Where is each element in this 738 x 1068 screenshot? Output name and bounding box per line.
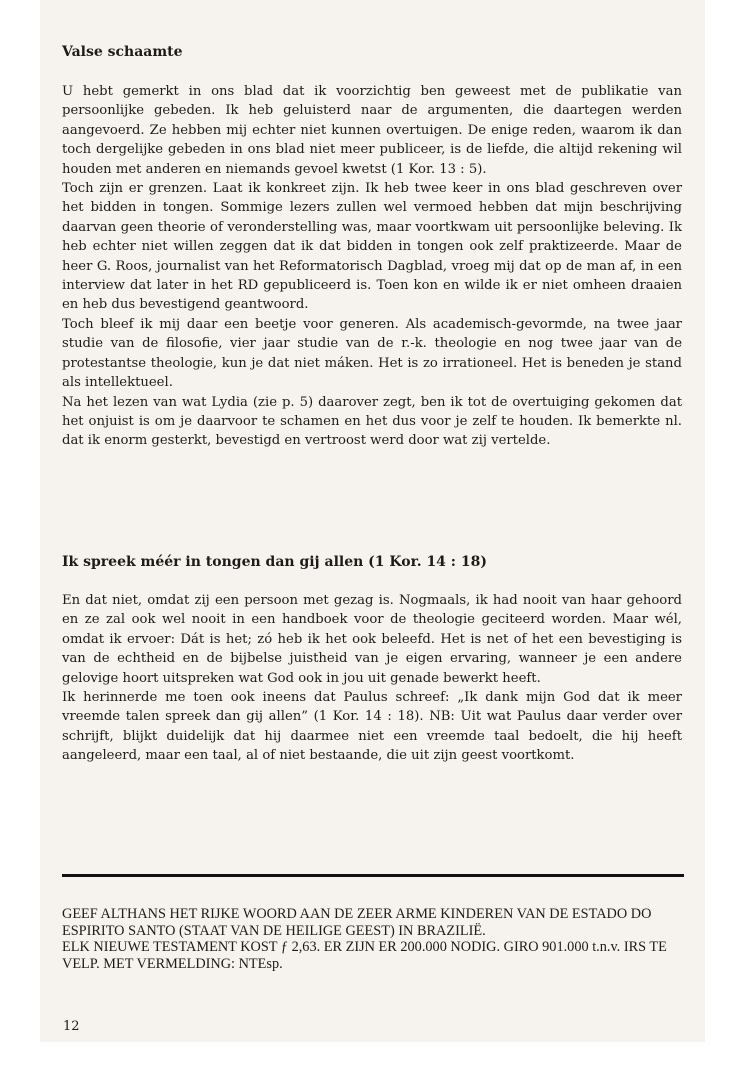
notice-box [62,906,684,972]
paragraph: En dat niet, omdat zij een persoon met gezag is. Nogmaals, ik had nooit van haar gehoord en ze zal ook wel nooit in een handboek voor de theologie geciteerd worden. Maar wél, omdat ik ervoer: Dát is het; zó heb ik het ook beleefd. Het is net of het een bevestiging is van de echtheid en de bijbelse juistheid van je eigen ervaring, wanneer je een andere gelovige hoort uitspreken wat God ook in jou uit genade bewerkt heeft. [62,593,682,686]
page-number: 12 [63,1019,80,1034]
section-heading: Ik spreek méér in tongen dan gij allen (1 Kor. 14 : 18) [62,554,487,570]
notice-line: ELK NIEUWE TESTAMENT KOST ƒ 2,63. ER ZIJN ER 200.000 NODIG. GIRO 901.000 t.n.v. IRS TE VELP. MET VERMELDING: NTEsp. [62,939,667,972]
section-tongen [62,554,682,766]
divider-rule [62,874,684,877]
paragraph: Toch zijn er grenzen. Laat ik konkreet zijn. Ik heb twee keer in ons blad geschreven over het bidden in tongen. Sommige lezers zullen wel vermoed hebben dat mijn beschrijving daarvan geen theorie of veronderstelling was, maar voortkwam uit persoonlijke beleving. Ik heb echter niet willen zeggen dat ik dat bidden in tongen ook zelf praktizeerde. Maar de heer G. Roos, journalist van het Reformatorisch Dagblad, vroeg mij dat op de man af, in een interview dat later in het RD gepubliceerd is. Toen kon en wilde ik er niet omheen draaien en heb dus bevestigend geantwoord. [62,181,682,313]
page [40,0,705,1042]
paragraph: Na het lezen van wat Lydia (zie p. 5) daarover zegt, ben ik tot de overtuiging gekomen dat het onjuist is om je daarvoor te schamen en het dus voor je zelf te houden. Ik bemerkte nl. dat ik enorm gesterkt, bevestigd en vertroost werd door wat zij vertelde. [62,394,682,449]
paragraph: Toch bleef ik mij daar een beetje voor generen. Als academisch-gevormde, na twee jaar studie van de filosofie, vier jaar studie van de r.-k. theologie en nog twee jaar van de protestantse theologie, kun je dat niet máken. Het is zo irrationeel. Het is beneden je stand als intellektueel. [62,316,682,391]
paragraph: Ik herinnerde me toen ook ineens dat Paulus schreef: „Ik dank mijn God dat ik meer vreemde talen spreek dan gij allen” (1 Kor. 14 : 18). NB: Uit wat Paulus daar verder over schrijft, blijkt duidelijk dat hij daarmee niet een vreemde taal bedoelt, die hij heeft aangeleerd, maar een taal, al of niet bestaande, die uit zijn geest voortkomt. [62,690,682,764]
section-valse-schaamte [62,44,682,451]
section-heading: Valse schaamte [62,44,183,60]
paragraph: U hebt gemerkt in ons blad dat ik voorzichtig ben geweest met de publikatie van persoonlijke gebeden. Ik heb geluisterd naar de argumenten, die daartegen werden aangevoerd. Ze hebben mij echter niet kunnen overtuigen. De enige reden, waarom ik dan toch dergelijke gebeden in ons blad niet meer publiceer, is de liefde, die altijd rekening wil houden met anderen en niemands gevoel kwetst (1 Kor. 13 : 5). [62,84,682,177]
notice-line: GEEF ALTHANS HET RIJKE WOORD AAN DE ZEER ARME KINDEREN VAN DE ESTADO DO ESPIRITO SANTO (STAAT VAN DE HEILIGE GEEST) IN BRAZILIË. [62,906,652,939]
